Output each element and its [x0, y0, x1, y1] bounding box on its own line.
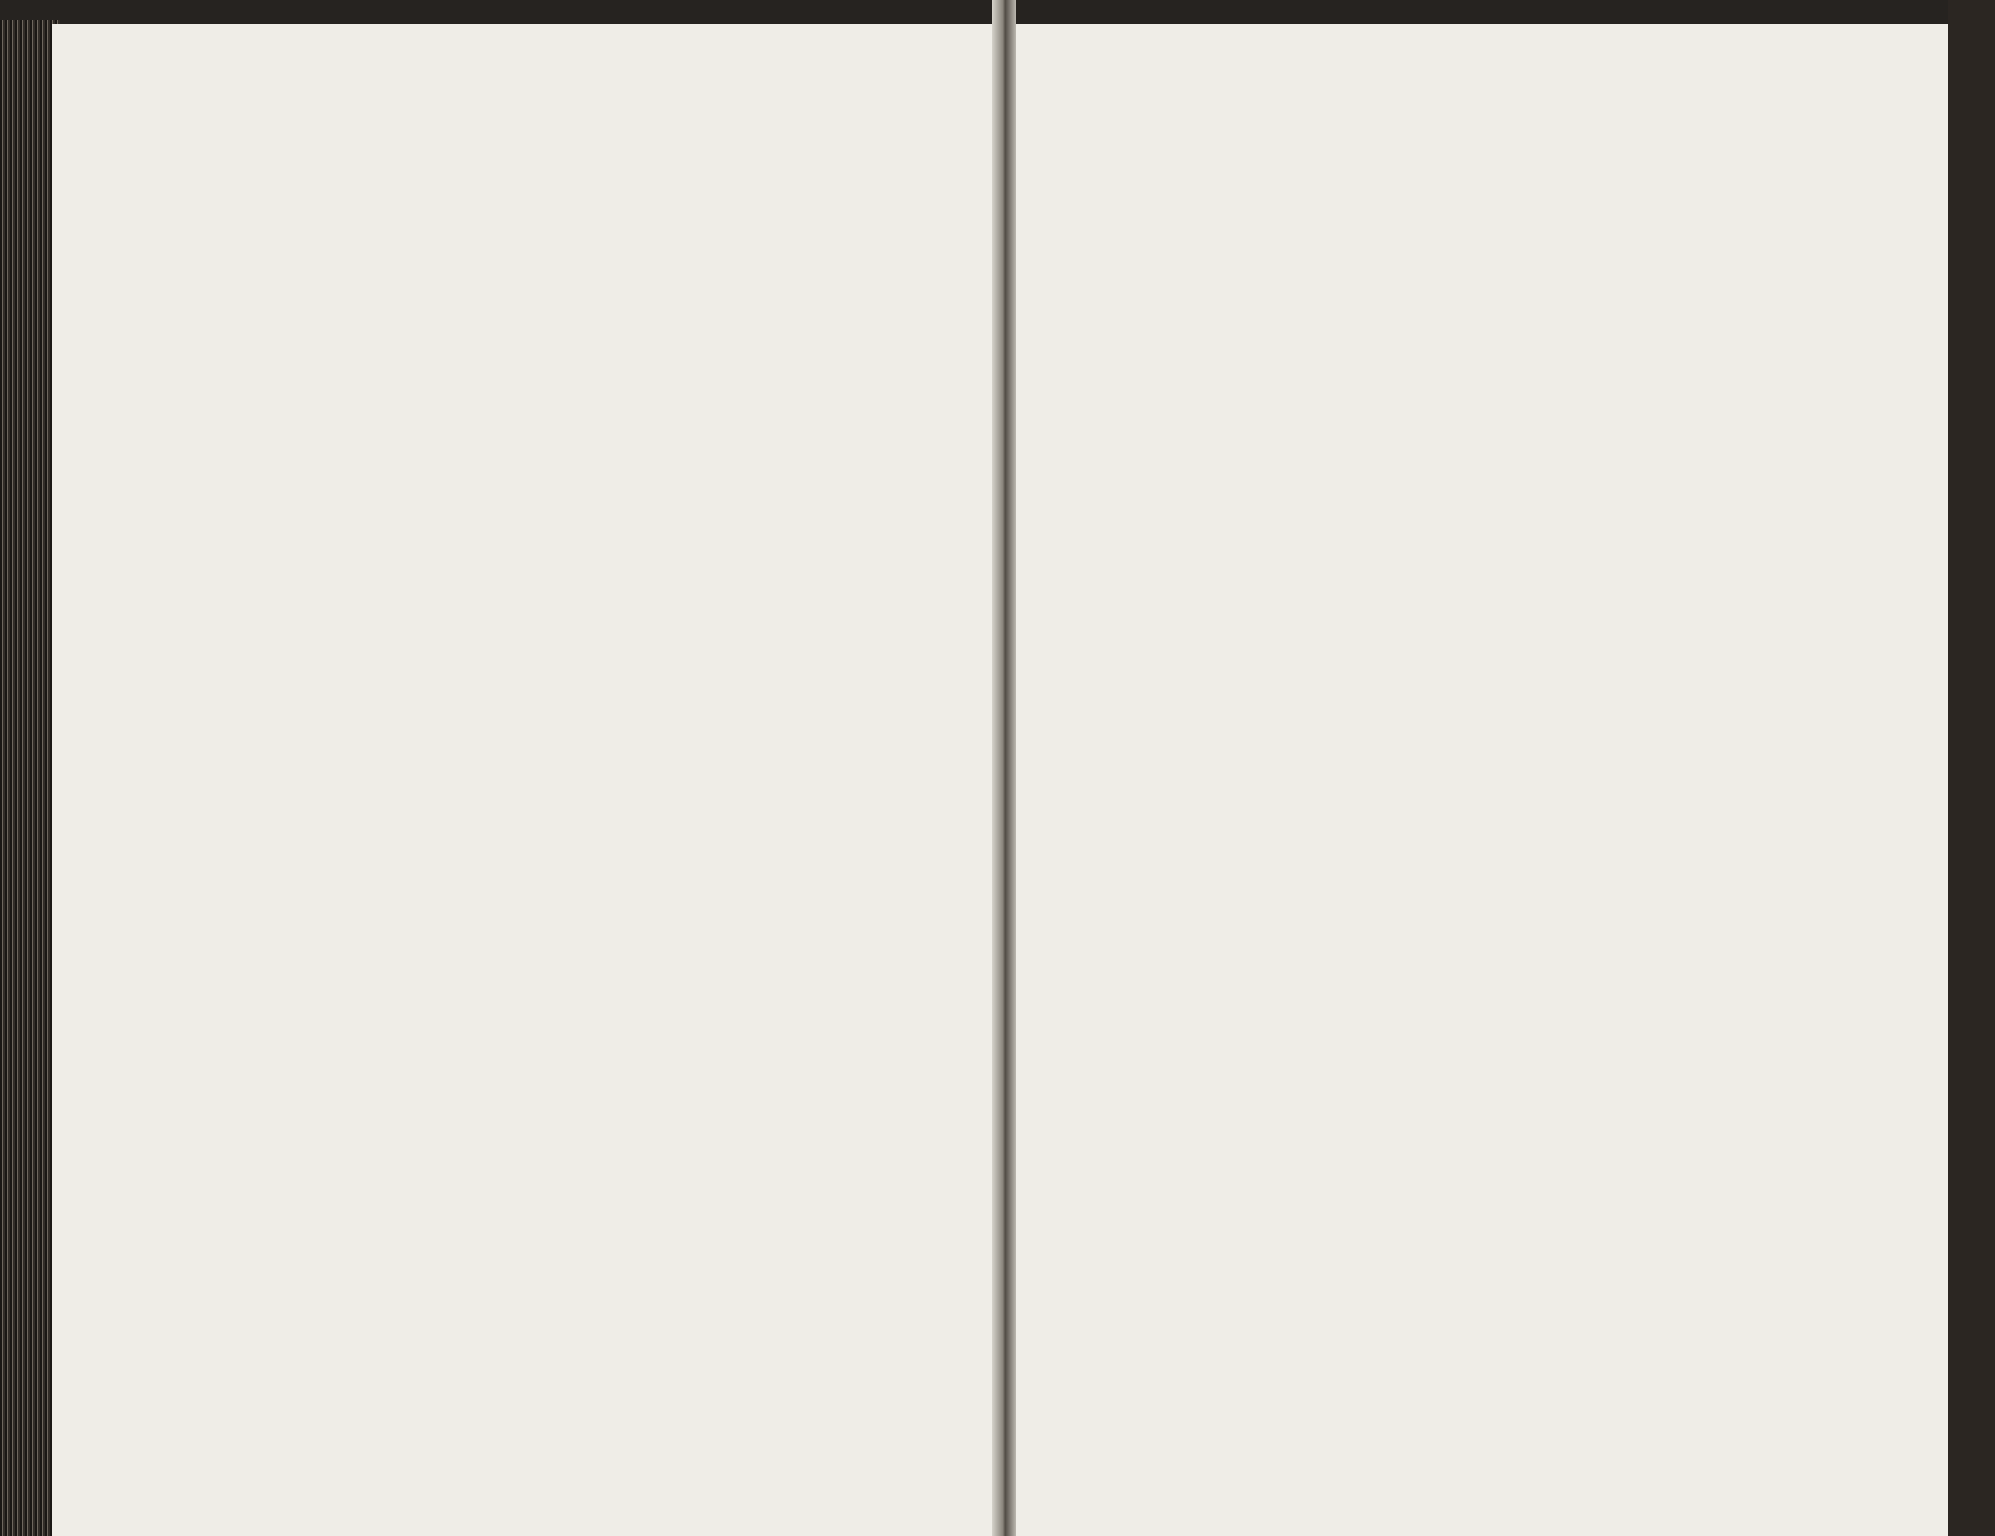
right-shadow	[1948, 0, 1995, 1536]
book-page-edges	[0, 20, 60, 1536]
left-page	[52, 24, 1000, 1536]
book-gutter	[992, 0, 1016, 1536]
right-page	[1010, 24, 1950, 1536]
